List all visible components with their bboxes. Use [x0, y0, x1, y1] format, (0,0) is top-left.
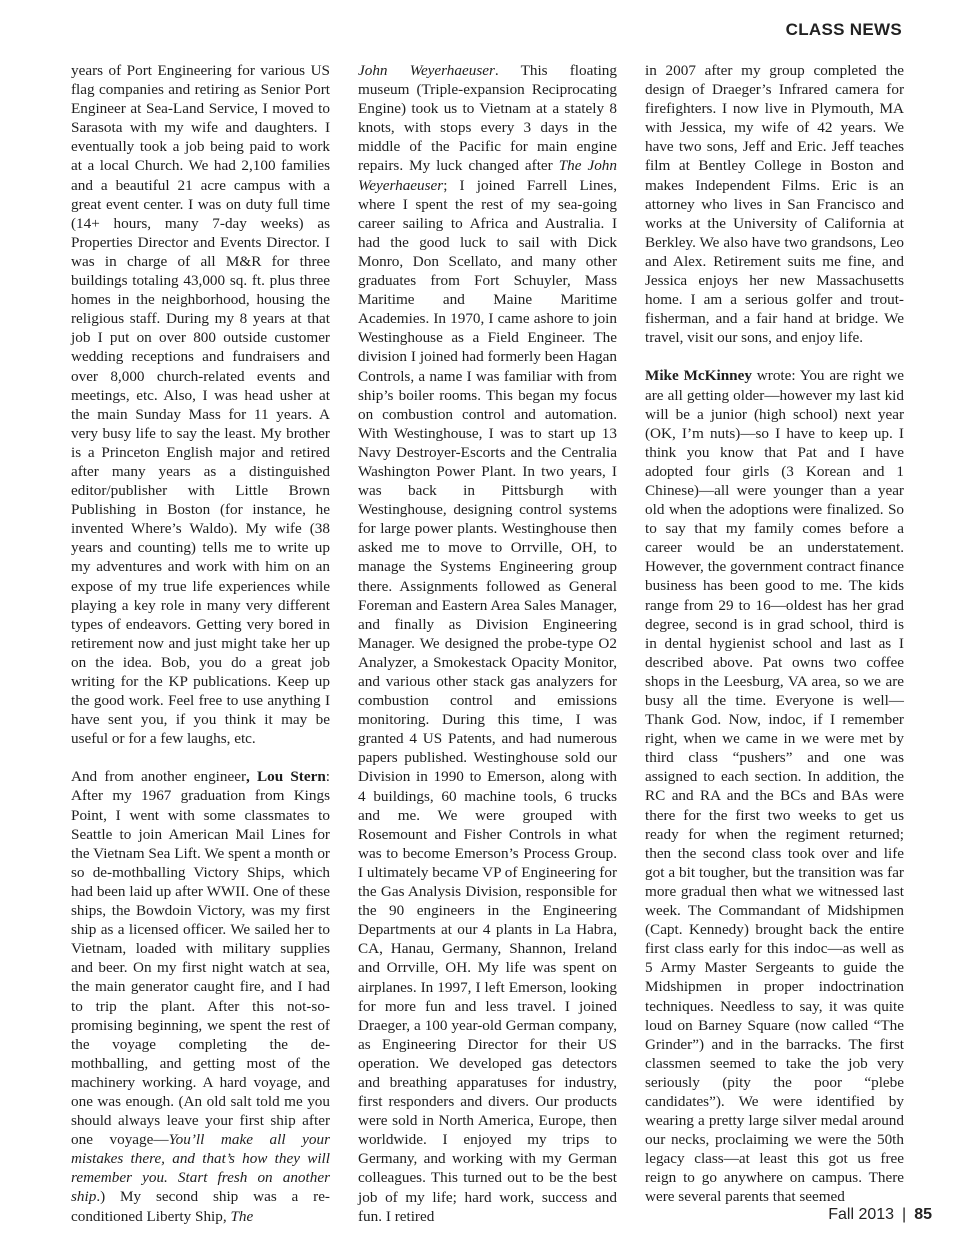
section-header: CLASS NEWS: [785, 20, 902, 39]
col1-paragraph-1: years of Port Engineering for various US flag companies and retiring as Senior Port Engineer at Sea-Land Service, I moved to Sarasota with my wife and daughters. I eventually took a job being paid to work at a local Church. We had 2,100 families and a beautiful 21 acre campus with a great event center. I was on duty full time (14+ hours, many 7-day weeks) as Properties Director and Events Director. I was in charge of all M&R for three buildings totaling 43,000 sq. ft. plus three homes in the neighborhood, housing the religious staff. During my 8 years at that job I put on over 800 outside customer wedding receptions and fundraisers and over 8,000 church-related events and meetings, etc. Also, I was head usher at the main Sunday Mass for 11 years. A very busy life to say the least. My brother is a Princeton English major and retired after many years as a distinguished editor/publisher with Little Brown Publishing in Boston (for instance, he invented Where’s Waldo). My wife (38 years and counting) tells me to write up my adventures and work with him on an expose of my true life experiences while playing a key role in many very different types of endeavors. Getting very bored in retirement now and just might take her up on the idea. Bob, you do a great job writing for the KP publications. Keep up the good work. Feel free to use anything I have sent you, if you think it may be useful or for a few laughs, etc.: [71, 62, 330, 748]
author-name-mike-mckinney: Mike McKinney: [645, 367, 752, 385]
col3-p2-text: wrote: You are right we are all getting older—however my last kid will be a junior (high school) next year (OK, I’m nuts)—so I have to keep up. I think you know that Pat and I have adopted four girls (3 Korean and 1 Chinese)—all were younger than a year old when the adoptions were finalized. So to say that my family comes before a career would be an understatement. However, the government contract finance business has been good to me. The kids range from 29 to 16—oldest has her grad degree, second is in grad school, third is in dental hygienist school and last as I described above. Pat owns two coffee shops in the Leesburg, VA area, so we are busy all the time. Everyone is well—Thank God. Now, indoc, if I remember right, when we came in we were met by third class “pushers” and one was assigned to each section. In addition, the RC and RA and the BCs and BAs were there for the first two weeks to get us ready for when the regiment returned; then the second class took over and life got a bit tougher, but the transition was far more gradual then what we witnessed last week. The Commandant of Midshipmen (Capt. Kennedy) brought back the entire first class early for this indoc—as well as 5 Army Master Sergeants to guide the Midshipmen in proper indoctrination techniques. Needless to say, it was quite loud on Barney Square (now called “The Grinder”) and in the barracks. The first classmen seemed to take the job very seriously (pity the poor “plebe candidates”). We were identified by wearing a pretty large silver medal around our necks, proclaiming we were the 50th legacy class—at least this got us free reign to go anywhere on campus. There were several parents that seemed: [645, 367, 904, 1206]
col1-p2-intro: And from another engineer: [71, 768, 247, 786]
page-number: 85: [914, 1206, 932, 1223]
footer-separator: |: [902, 1206, 907, 1223]
col3-paragraph-2: [645, 366, 904, 1206]
col2-text-1: . This floating museum (Triple-expansion Reciprocating Engine) took us to Vietnam at a stately 8 knots, with stops every 3 days in the middle of the Pacific for main engine repairs. My luck changed after: [358, 62, 617, 175]
column-2: [358, 61, 617, 1226]
col1-paragraph-2: [71, 767, 330, 1225]
col3-paragraph-1: in 2007 after my group completed the design of Draeger’s Infrared camera for firefighters. I now live in Plymouth, MA with Jessica, my wife of 42 years. We have two sons, Jeff and Eric. Jeff teaches film at Bentley College in Boston and makes Independent Films. Eric is an attorney who lives in San Francisco and works at the University of California at Berkley. We also have two grandsons, Leo and Alex. Retirement suits me fine, and Jessica enjoys her new Massachusetts home. I am a serious golfer and trout-fisherman, and a fair hand at bridge. We travel, visit our sons, and enjoy life.: [645, 62, 904, 347]
ship-name: John Weyerhaeuser: [358, 62, 495, 79]
col1-p2-text-1: : After my 1967 graduation from Kings Point, I went with some classmates to Seattle to join American Mail Lines for the Vietnam Sea Lift. We spent a month or so de-mothballing Victory Ships, which had been laid up after WWII. One of these ships, the Bowdoin Victory, was my first ship as a licensed officer. We sailed her to Vietnam, loaded with military supplies and beer. On my first night watch at sea, the main generator caught fire, and I had to trip the plant. After this not-so-promising beginning, we spent the rest of the voyage completing the de-mothballing, and getting most of the machinery working. A hard voyage, and one was enough. (An old salt told me you should always leave your first ship after one voyage—: [71, 768, 330, 1149]
col1-p2-quote: You’ll make all your mistakes there, and that’s how they will remember you. Start fresh on another ship: [71, 1131, 330, 1206]
ship-name-2: The John Weyerhaeuser: [358, 157, 617, 194]
author-name-lou-stern: , Lou Stern: [246, 768, 326, 786]
col2-paragraph-1: [358, 61, 617, 1226]
column-3: [645, 61, 904, 1207]
page-footer: [828, 1206, 932, 1224]
column-1: [71, 61, 330, 1226]
col1-p2-ship: The: [230, 1207, 254, 1225]
col1-p2-text-2: .) My second ship was a re-conditioned Liberty Ship,: [71, 1188, 330, 1225]
issue-label: Fall 2013: [828, 1206, 895, 1223]
col2-text-2: ; I joined Farrell Lines, where I spent the rest of my sea-going career sailing to Africa and Australia. I had the good luck to sail with Dick Monro, Don Scellato, and many other graduates from Fort Schuyler, Mass Maritime and Maine Maritime Academies. In 1970, I came ashore to join Westinghouse as a Field Engineer. The division I joined had formerly been Hagan Controls, a name I was familiar with from ship’s boiler rooms. This began my focus on combustion control and automation. With Westinghouse, I was to start up 13 Navy Destroyer-Escorts and the Centralia Washington Power Plant. In two years, I was back in Pittsburgh with Westinghouse, designing control systems for large power plants. Westinghouse then asked me to move to Orrville, OH, to manage the Systems Engineering group there. Assignments followed as General Foreman and Eastern Area Sales Manager, and finally as Division Engineering Manager. We designed the probe-type O2 Analyzer, a Smokestack Opacity Monitor, and various other stack gas analyzers for combustion control and emissions monitoring. During this time, I was granted 4 US Patents, and had numerous papers published. Westinghouse sold our Division in 1990 to Emerson, along with 4 buildings, 60 machine tools, 6 trucks and me. We were grouped with Rosemount and Fisher Controls in what was to become Emerson’s Process Group. I ultimately became VP of Engineering for the Gas Analysis Division, responsible for the 90 engineers in the Engineering Departments at our 4 plants in La Habra, CA, Hanau, Germany, Shannon, Ireland and Orrville, OH. My life was spent on airplanes. In 1997, I left Emerson, looking for more fun and less travel. I joined Draeger, a 100 year-old German company, as Engineering Director for their US operation. We developed gas detectors and breathing apparatuses for industry, first responders and divers. Our products were sold in North America, Europe, then worldwide. I enjoyed my trips to Germany, and working with my German colleagues. This turned out to be the best job of my life; hard work, success and fun. I retired: [358, 176, 617, 1225]
